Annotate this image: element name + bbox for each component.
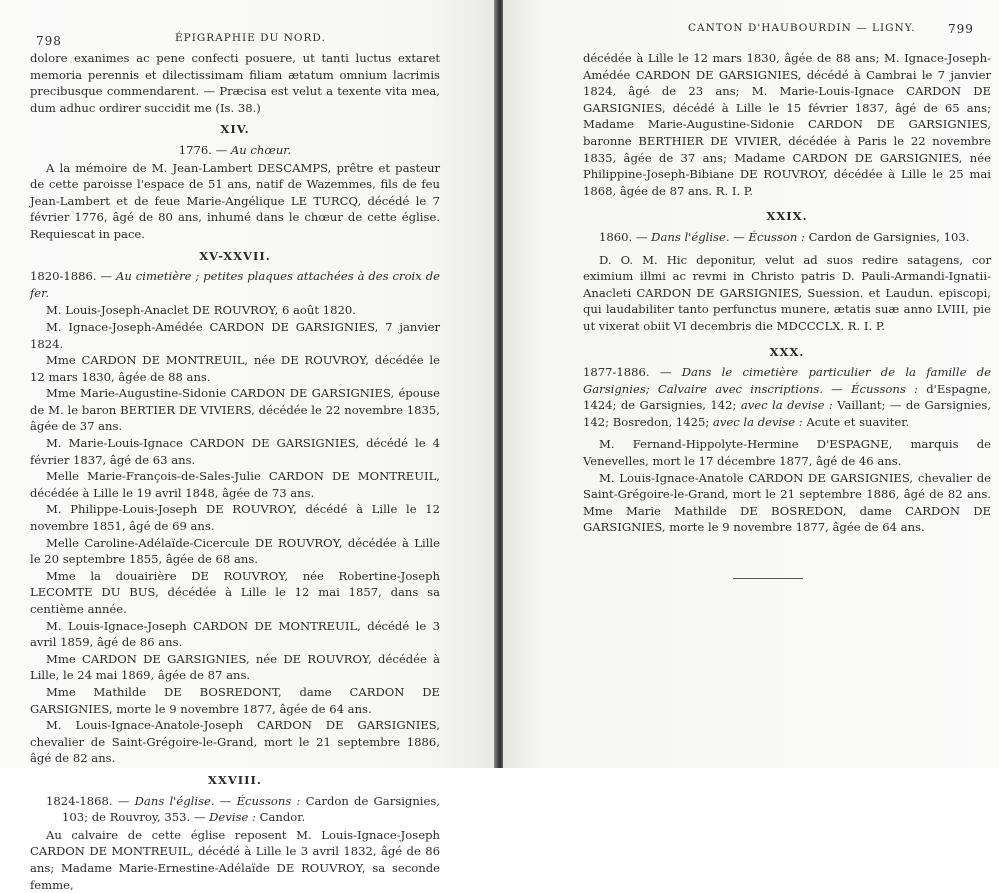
list-item: Mme Marie-Augustine-Sidonie CARDON DE GARSIGNIES, épouse de M. le baron BERTIER DE VIVIERS, décédée le 22 novembre 1835, âgée de 37 ans. xyxy=(30,386,440,434)
list-item: Mme CARDON DE GARSIGNIES, née DE ROUVROY, décédée à Lille, le 24 mai 1869, âgée de 87 ans. xyxy=(30,651,440,683)
dateline-xxix-arms: Cardon de Garsignies, 103. xyxy=(804,229,970,244)
section-heading-xxix: XXIX. xyxy=(766,209,808,224)
list-item: M. Marie-Louis-Ignace CARDON DE GARSIGNIES, décédé le 4 février 1837, âgé de 63 ans. xyxy=(30,436,440,467)
dateline-xiv xyxy=(30,142,440,159)
section-heading-xv-xxvii: XV-XXVII. xyxy=(199,248,271,263)
dateline-xv-xxvii xyxy=(30,268,440,301)
page-number-right: 799 xyxy=(948,22,974,36)
intro-paragraph: dolore exanimes ac pene confecti posuere, ut tanti luctus extaret memoria perennis et dilectissimam filiam ætatum omnium lacrimis precibusque commendarent. — Præcisa est velut a texente vita mea, dum adhuc ordirer succidit me (Is. 38.) xyxy=(30,51,440,115)
dateline-xxx-devise-label-2: avec la devise : xyxy=(712,414,803,429)
list-item: M. Fernand-Hippolyte-Hermine D'ESPAGNE, marquis de Venevelles, mort le 17 décembre 1877, âgé de 46 ans. xyxy=(583,437,991,469)
dateline-xxx xyxy=(583,364,991,430)
list-item: M. Philippe-Louis-Joseph DE ROUVROY, décédé à Lille le 12 novembre 1851, âgé de 69 ans. xyxy=(30,502,440,534)
dateline-xxx-date: 1877-1886. — xyxy=(583,365,682,380)
dateline-xxviii-date: 1824-1868. — xyxy=(46,793,135,808)
page-number-left: 798 xyxy=(36,34,62,48)
list-item: M. Louis-Ignace-Anatole-Joseph CARDON DE GARSIGNIES, chevalier de Saint-Grégoire-le-Grand, mort le 21 septembre 1886, âgé de 82 ans. xyxy=(30,718,440,766)
running-head-left: ÉPIGRAPHIE DU NORD. xyxy=(175,32,326,44)
dateline-xxx-arms: d'Espagne, 1424; de Garsignies, 142; xyxy=(583,381,991,413)
end-rule xyxy=(733,578,803,579)
list-item: M. Louis-Ignace-Anatole CARDON DE GARSIGNIES, chevalier de Saint-Grégoire-le-Grand, mort le 21 septembre 1886, âgé de 82 ans. Mme Marie Mathilde DE BOSREDON, dame CARDON DE GARSIGNIES, morte le 9 novembre 1877, âgée de 64 ans. xyxy=(583,470,991,535)
list-item: Mme Mathilde DE BOSREDONT, dame CARDON DE GARSIGNIES, morte le 9 novembre 1877, âgée de 64 ans. xyxy=(30,684,440,716)
section-heading-xxx: XXX. xyxy=(769,344,805,359)
section-heading-xiv: XIV. xyxy=(220,122,250,137)
dateline-xxx-devise-label-1: avec la devise : xyxy=(740,398,833,413)
dateline-xv-date: 1820-1886. — xyxy=(30,269,117,284)
dateline-xxviii xyxy=(46,793,440,826)
section-heading-xxviii: XXVIII. xyxy=(208,772,262,787)
list-item: Mme CARDON DE MONTREUIL, née DE ROUVROY, décédée le 12 mars 1830, âgée de 88 ans. xyxy=(30,353,440,384)
inscription-xxviii: Au calvaire de cette église reposent M. Louis-Ignace-Joseph CARDON DE MONTREUIL, décédé à Lille le 3 avril 1832, âgé de 86 ans; Madame Marie-Ernestine-Adélaïde DE ROUVROY, sa seconde femme, xyxy=(30,827,440,892)
right-page xyxy=(503,0,999,768)
dateline-xiv-date: 1776. — xyxy=(178,142,231,157)
left-page xyxy=(0,0,496,892)
dateline-xxix-place: Dans l'église. — Écusson : xyxy=(651,229,805,244)
list-item: Mme la douairière DE ROUVROY, née Robertine-Joseph LECOMTE DU BUS, décédée à Lille le 12 mai 1857, dans sa centième année. xyxy=(30,568,440,616)
intro-paragraph-right: décédée à Lille le 12 mars 1830, âgée de 88 ans; M. Ignace-Joseph-Amédée CARDON DE GARSIGNIES, décédé à Cambrai le 7 janvier 1824, âgé de 23 ans; M. Marie-Louis-Ignace CARDON DE GARSIGNIES, décédé à Lille le 15 février 1837, âgé de 65 ans; Madame Marie-Augustine-Sidonie CARDON DE GARSIGNIES, baronne BERTHIER DE VIVIER, décédée à Paris le 22 novembre 1835, âgée de 37 ans; Madame CARDON DE GARSIGNIES, née Philippine-Joseph-Bibiane DE ROUVROY, décédée à Lille le 25 mai 1868, âgée de 87 ans. R. I. P. xyxy=(583,51,991,198)
dateline-xxviii-devise: Candor. xyxy=(255,810,306,825)
list-item: M. Louis-Joseph-Anaclet DE ROUVROY, 6 août 1820. xyxy=(46,303,356,318)
list-item: Melle Marie-François-de-Sales-Julie CARDON DE MONTREUIL, décédée à Lille le 19 avril 1848, âgée de 73 ans. xyxy=(30,469,440,500)
dateline-xxx-devise-1: Vaillant; — de Garsignies, 142; Bosredon, 1425; xyxy=(583,398,992,429)
right-column xyxy=(583,50,991,536)
inscription-xiv: A la mémoire de M. Jean-Lambert DESCAMPS, prêtre et pasteur de cette paroisse l'espace de 51 ans, natif de Wazemmes, fils de feu Jean-Lambert et de feue Marie-Angélique LE TURCQ, décédé le 7 février 1776, âgé de 80 ans, inhumé dans le chœur de cette église. Requiescat in pace. xyxy=(30,160,440,241)
dateline-xiv-place: Au chœur. xyxy=(230,142,292,157)
dateline-xv-place: Au cimetière ; petites plaques attachées à des croix de fer. xyxy=(30,269,440,300)
dateline-xxix xyxy=(583,229,991,246)
left-column xyxy=(30,50,440,893)
dateline-xxviii-place: Dans l'église. — Écussons : xyxy=(134,793,301,808)
dateline-xxix-date: 1860. — xyxy=(599,229,652,244)
dateline-xxx-place: Dans le cimetière particulier de la famille de Garsignies; Calvaire avec inscriptions. — Écussons : xyxy=(583,365,991,396)
dateline-xxviii-arms: Cardon de Garsignies, 103; de Rouvroy, 353. — xyxy=(62,793,440,825)
list-item: M. Ignace-Joseph-Amédée CARDON DE GARSIGNIES, 7 janvier 1824. xyxy=(30,319,440,351)
list-item: Melle Caroline-Adélaïde-Cicercule DE ROUVROY, décédée à Lille le 20 septembre 1855, âgée de 68 ans. xyxy=(30,535,440,567)
running-head-right: CANTON D'HAUBOURDIN — LIGNY. xyxy=(688,22,916,34)
dateline-xxx-devise-2: Acute et suaviter. xyxy=(802,414,910,429)
list-item: M. Louis-Ignace-Joseph CARDON DE MONTREUIL, décédé le 3 avril 1859, âgé de 86 ans. xyxy=(30,618,440,650)
inscription-xxix: D. O. M. Hic deponitur, velut ad suos redire satagens, cor eximium illmi ac revmi in Christo patris D. Pauli-Armandi-Ignatii-Anacleti CARDON DE GARSIGNIES, Suession. et Laudun. episcopi, qui laudabiliter tanto perfunctus munere, ætatis suæ anno LVIII, pie ut vixerat obiit VI decembris die MDCCCLX. R. I. P. xyxy=(583,252,991,333)
dateline-xxviii-devise-label: Devise : xyxy=(209,810,256,825)
